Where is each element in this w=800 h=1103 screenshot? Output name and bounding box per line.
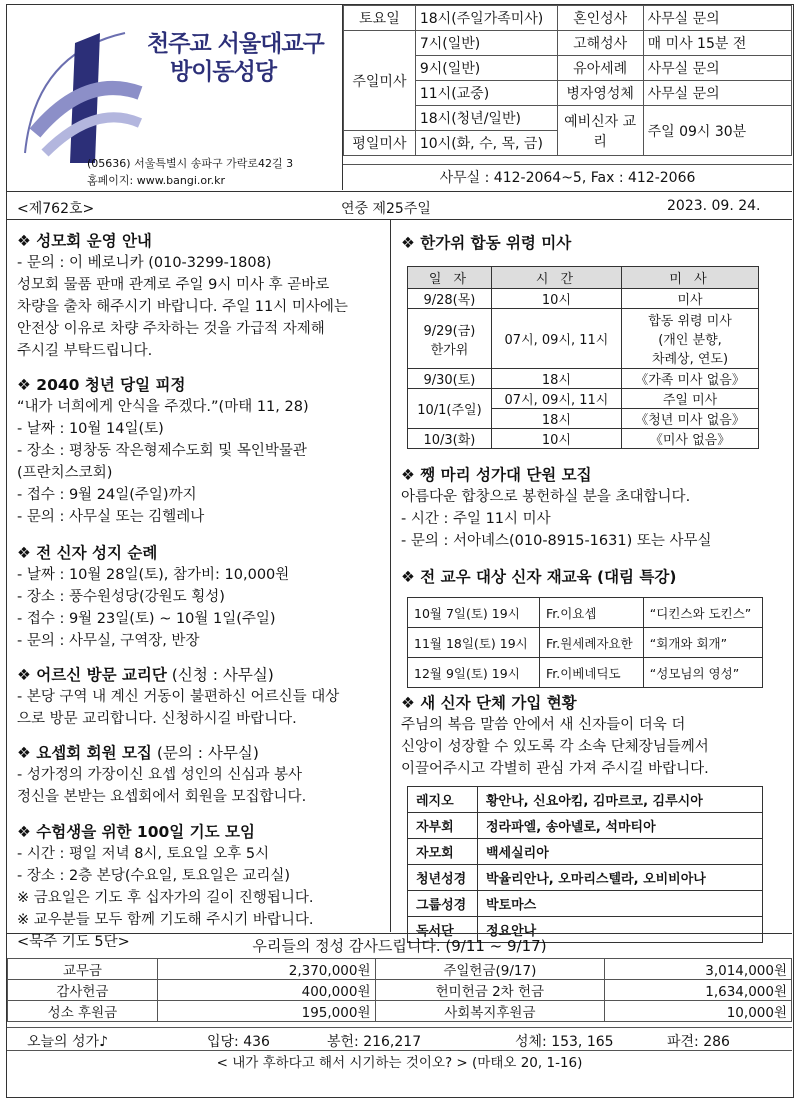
cell: 10시(화, 수, 목, 금) <box>415 131 557 156</box>
col-header: 시 간 <box>491 267 621 289</box>
cell: 감사헌금 <box>8 980 158 1001</box>
cell: “디킨스와 도킨스” <box>643 598 762 628</box>
gospel-verse: < 내가 후하다고 해서 시기하는 것이오? > (마태오 20, 1-16) <box>216 1055 583 1071</box>
cell: 유아세례 <box>557 56 643 81</box>
cell: “회개와 회개” <box>643 628 762 658</box>
address: (05636) 서울특별시 송파구 가락로42길 3 <box>87 157 294 170</box>
text-line: 차량을 출차 해주시기 바랍니다. 주일 11시 미사에는 <box>17 299 348 315</box>
cell: 10시 <box>491 429 621 449</box>
section-title: ❖ 전 교우 대상 신자 재교육 (대림 특강) <box>401 568 677 586</box>
cell: 10/3(화) <box>408 429 492 449</box>
cell: 성소 후원금 <box>8 1001 158 1022</box>
title-note: (신청 : 사무실) <box>166 666 274 684</box>
cell: 황안나, 신요아킴, 김마르코, 김루시아 <box>478 787 763 813</box>
text-line: - 날짜 : 10월 28일(토), 참가비: 10,000원 <box>17 567 290 583</box>
text-line: 으로 방문 교리합니다. 신청하시길 바랍니다. <box>17 711 297 727</box>
org-name-1: 천주교 서울대교구 <box>147 31 324 57</box>
cell: 10월 7일(토) 19시 <box>408 598 540 628</box>
cell: 2,370,000원 <box>157 959 375 980</box>
cell: 12월 9일(토) 19시 <box>408 658 540 688</box>
text-line: - 본당 구역 내 계신 거동이 불편하신 어르신들 대상 <box>17 689 340 705</box>
cell: 18시(주일가족미사) <box>415 6 557 31</box>
cell: 사무실 문의 <box>643 81 791 106</box>
cell: 주일미사 <box>344 31 416 131</box>
cell: 레지오 <box>408 787 478 813</box>
title-note: (문의 : 사무실) <box>151 744 259 762</box>
section-title: ❖ 성모회 운영 안내 <box>17 232 152 250</box>
education-table <box>407 597 763 688</box>
cell: 백세실리아 <box>478 839 763 865</box>
cell: 박토마스 <box>478 891 763 917</box>
text-line: - 날짜 : 10월 14일(토) <box>17 421 164 437</box>
cell: 9시(일반) <box>415 56 557 81</box>
cell: 교무금 <box>8 959 158 980</box>
section-title <box>17 742 306 764</box>
title-text: ❖ 요셉회 회원 모집 <box>17 744 152 762</box>
date-text: 9/29(금) <box>423 323 476 339</box>
cell: 사무실 문의 <box>643 6 791 31</box>
text-line: - 문의 : 사무실, 구역장, 반장 <box>17 633 200 649</box>
cell: 9/28(목) <box>408 289 492 309</box>
office-contact: 사무실 : 412-2064~5, Fax : 412-2066 <box>343 164 792 191</box>
notice-new-members <box>401 692 709 780</box>
text-line: - 접수 : 9월 23일(토) ~ 10월 1일(주일) <box>17 611 276 627</box>
text-line: 아름다운 합창으로 봉헌하실 분을 초대합니다. <box>401 489 691 505</box>
cell: 10,000원 <box>605 1001 792 1022</box>
cell: 주일헌금(9/17) <box>375 959 605 980</box>
notice-mothers-club <box>17 230 348 362</box>
mass-line: 차례상, 연도) <box>651 352 729 367</box>
cell: 400,000원 <box>157 980 375 1001</box>
cell: 정요안나 <box>478 917 763 943</box>
left-column <box>7 220 391 950</box>
mass-line: 합동 위령 미사 <box>648 314 732 329</box>
finance-section <box>7 933 792 1099</box>
cell: 병자영성체 <box>557 81 643 106</box>
cell: “성모님의 영성” <box>643 658 762 688</box>
cell: 주일 09시 30분 <box>643 106 791 156</box>
text-line: - 장소 : 풍수원성당(강원도 횡성) <box>17 589 225 605</box>
text-line: 이끌어주시고 각별히 관심 가져 주시길 바랍니다. <box>401 761 709 777</box>
cell <box>408 309 492 369</box>
notice-pilgrimage <box>17 542 289 652</box>
text-line: - 장소 : 평창동 작은형제수도회 및 목인박물관 <box>17 443 307 459</box>
header <box>7 5 792 192</box>
group-membership-table <box>407 786 763 943</box>
notice-elder-visit <box>17 664 339 730</box>
cell: 미사 <box>622 289 759 309</box>
section-title: ❖ 쨍 마리 성가대 단원 모집 <box>401 466 592 484</box>
title-text: ❖ 어르신 방문 교리단 <box>17 666 167 684</box>
text-line: - 접수 : 9월 24일(주일)까지 <box>17 487 197 503</box>
section-title: ❖ 새 신자 단체 가입 현황 <box>401 694 577 712</box>
text-line: 주시길 부탁드립니다. <box>17 343 153 359</box>
hymn-row <box>7 1027 792 1051</box>
cell: 예비신자 교리 <box>557 106 643 156</box>
cell: 자모회 <box>408 839 478 865</box>
notice-youth-retreat <box>17 374 309 528</box>
text-line: - 문의 : 서아녜스(010-8915-1631) 또는 사무실 <box>401 533 712 549</box>
cell: 주일 미사 <box>622 389 759 409</box>
chuseok-mass-table <box>407 266 759 449</box>
cell: 그룹성경 <box>408 891 478 917</box>
cell: 3,014,000원 <box>605 959 792 980</box>
cell: 혼인성사 <box>557 6 643 31</box>
text-line: - 장소 : 2층 본당(수요일, 토요일은 교리실) <box>17 868 291 884</box>
org-name-2: 방이동성당 <box>170 59 277 85</box>
issue-strip <box>7 193 792 220</box>
cell: 《청년 미사 없음》 <box>622 409 759 429</box>
section-title-chuseok <box>401 232 571 254</box>
cell: 독서단 <box>408 917 478 943</box>
cell: 매 미사 15분 전 <box>643 31 791 56</box>
finance-title: 우리들의 정성 감사드립니다. (9/11 ~ 9/17) <box>252 937 547 955</box>
cell: 토요일 <box>344 6 416 31</box>
section-title: ❖ 한가위 합동 위령 미사 <box>401 234 572 252</box>
cell: 1,634,000원 <box>605 980 792 1001</box>
hymn-label: 오늘의 성가♪ <box>27 1034 109 1050</box>
text-line: - 시간 : 주일 11시 미사 <box>401 511 551 527</box>
cell: 박율리안나, 오마리스텔라, 오비비아나 <box>478 865 763 891</box>
cell: 고해성사 <box>557 31 643 56</box>
text-line: 주님의 복음 말씀 안에서 새 신자들이 더욱 더 <box>401 717 686 733</box>
cell: 《가족 미사 없음》 <box>622 369 759 389</box>
issue-date: 2023. 09. 24. <box>667 198 761 214</box>
holiday-text: 한가위 <box>430 342 469 358</box>
text-line: “내가 너희에게 안식을 주겠다.”(마태 11, 28) <box>17 399 309 415</box>
cell: 사회복지후원금 <box>375 1001 605 1022</box>
mass-schedule-table <box>343 5 792 156</box>
cell: 9/30(토) <box>408 369 492 389</box>
text-line: ※ 금요일은 기도 후 십자가의 길이 진행됩니다. <box>17 890 314 906</box>
text-line: 안전상 이유로 차량 주차하는 것을 가급적 자제해 <box>17 321 325 337</box>
cell: 청년성경 <box>408 865 478 891</box>
text-line: - 문의 : 이 베로니카 (010-3299-1808) <box>17 255 272 271</box>
liturgical-sunday: 연중 제25주일 <box>341 201 431 217</box>
cell: 《미사 없음》 <box>622 429 759 449</box>
hymn-entry: 입당: 436 <box>207 1034 270 1050</box>
text-line: ※ 교우분들 모두 함께 기도해 주시기 바랍니다. <box>17 912 314 928</box>
cell: 사무실 문의 <box>643 56 791 81</box>
section-title <box>17 664 339 686</box>
cell: Fr.이베네딕도 <box>539 658 643 688</box>
cell: 18시(청년/일반) <box>415 106 557 131</box>
cell: 07시, 09시, 11시 <box>491 389 621 409</box>
parish-logo-block <box>7 5 343 190</box>
notice-joseph-club <box>17 742 306 808</box>
hymn-offertory: 봉헌: 216,217 <box>327 1034 422 1050</box>
section-title: ❖ 전 신자 성지 순례 <box>17 544 158 562</box>
mass-line: (개인 분향, <box>658 333 722 348</box>
cell: 11시(교중) <box>415 81 557 106</box>
text-line: 성모회 물품 판매 관계로 주일 9시 미사 후 곧바로 <box>17 277 330 293</box>
text-line: (프란치스코회) <box>17 465 113 481</box>
parish-logo-icon <box>15 13 145 173</box>
text-line: <묵주 기도 5단> <box>17 934 130 950</box>
section-title-education <box>401 566 676 588</box>
cell: 18시 <box>491 369 621 389</box>
section-title: ❖ 2040 청년 당일 피정 <box>17 376 186 394</box>
cell <box>622 309 759 369</box>
text-line: - 시간 : 평일 저녁 8시, 토요일 오후 5시 <box>17 846 270 862</box>
section-title: ❖ 수험생을 위한 100일 기도 모임 <box>17 823 255 841</box>
text-line: - 성가정의 가장이신 요셉 성인의 신심과 봉사 <box>17 767 303 783</box>
hymn-communion: 성체: 153, 165 <box>515 1034 614 1050</box>
right-column <box>393 220 792 939</box>
issue-number: <제762호> <box>17 201 95 217</box>
cell: 7시(일반) <box>415 31 557 56</box>
text-line: 신앙이 성장할 수 있도록 각 소속 단체장님들께서 <box>401 739 709 755</box>
text-line: - 문의 : 사무실 또는 김헬레나 <box>17 509 205 525</box>
homepage: 홈페이지: www.bangi.or.kr <box>87 174 226 187</box>
cell: 평일미사 <box>344 131 416 156</box>
cell: 자부회 <box>408 813 478 839</box>
cell: 10시 <box>491 289 621 309</box>
text-line: 정신을 본받는 요셉회에서 회원을 모집합니다. <box>17 789 307 805</box>
cell: 헌미헌금 2차 헌금 <box>375 980 605 1001</box>
cell: Fr.이요셉 <box>539 598 643 628</box>
cell: 07시, 09시, 11시 <box>491 309 621 369</box>
cell: 정라파엘, 송아넬로, 석마티아 <box>478 813 763 839</box>
cell: 10/1(주일) <box>408 389 492 429</box>
finance-table <box>7 958 792 1022</box>
col-header: 미 사 <box>622 267 759 289</box>
cell: 195,000원 <box>157 1001 375 1022</box>
col-header: 일 자 <box>408 267 492 289</box>
cell: Fr.원세례자요한 <box>539 628 643 658</box>
cell: 11월 18일(토) 19시 <box>408 628 540 658</box>
cell: 18시 <box>491 409 621 429</box>
notice-choir <box>401 464 712 552</box>
bulletin-page <box>6 4 794 1098</box>
hymn-recessional: 파견: 286 <box>667 1034 730 1050</box>
